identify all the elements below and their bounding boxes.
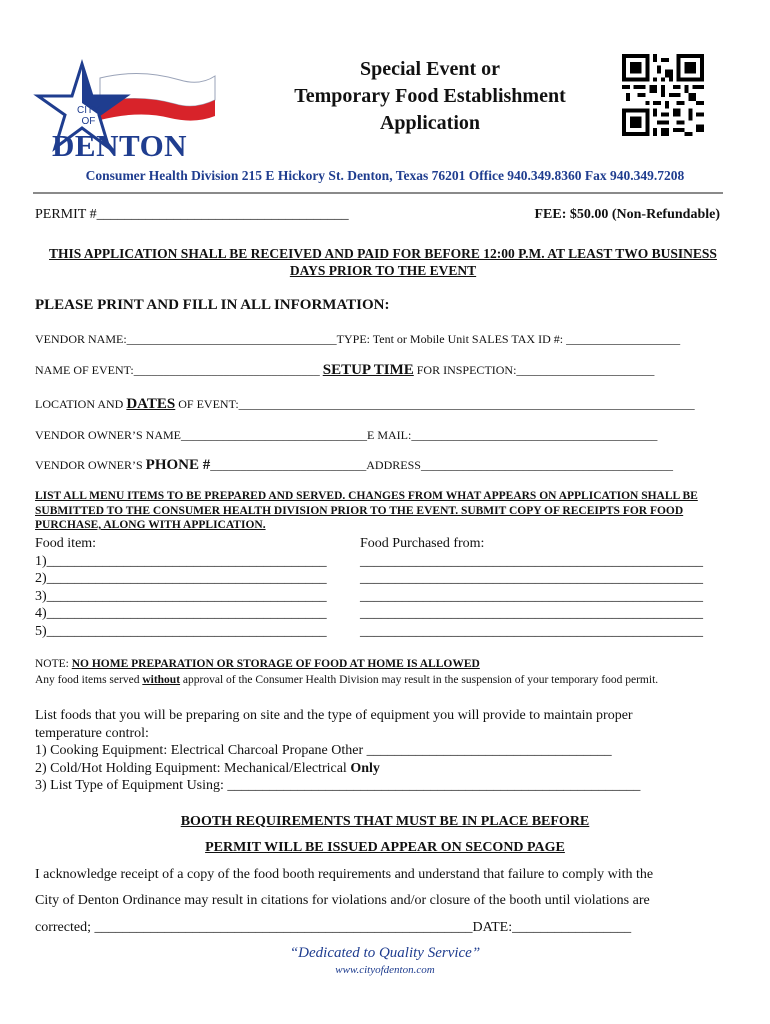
fee-label: FEE: $50.00 (Non-Refundable): [534, 207, 720, 222]
footer-motto: “Dedicated to Quality Service”: [289, 945, 481, 961]
food-purchased-line[interactable]: _________________________________________________: [360, 588, 703, 604]
contact-line: Consumer Health Division 215 E Hickory St. Denton, Texas 76201 Office 940.349.8360 Fax 940.349.7208: [85, 168, 685, 183]
location-label: LOCATION AND: [35, 397, 127, 411]
food-item-line[interactable]: 3)________________________________________: [35, 588, 327, 604]
approval-note: [35, 674, 658, 686]
title-line-1: Special Event or: [360, 58, 500, 80]
permit-number-field[interactable]: PERMIT #____________________________________: [35, 207, 349, 222]
food-item-line[interactable]: 2)________________________________________: [35, 571, 327, 586]
acknowledgement-line-2: City of Denton Ordinance may result in citations for violations and/or closure of the booth until violations are: [35, 893, 650, 908]
title-line-2: Temporary Food Establishment: [294, 85, 566, 107]
food-item-line[interactable]: 4)________________________________________: [35, 606, 327, 621]
note-prefix: NOTE:: [35, 658, 72, 670]
food-purchased-column: [360, 535, 703, 640]
signature-date-field[interactable]: corrected; ______________________________________________________DATE:_________________: [35, 920, 632, 935]
holding-only: Only: [350, 760, 380, 776]
logo-name: DENTON: [52, 128, 188, 163]
booth-requirements-line-2: PERMIT WILL BE ISSUED APPEAR ON SECOND PAGE: [205, 840, 565, 855]
home-preparation-note: [35, 658, 480, 670]
food-purchased-line[interactable]: _________________________________________________: [360, 623, 703, 639]
food-item-line[interactable]: 1)________________________________________: [35, 553, 327, 569]
food-purchased-line[interactable]: _________________________________________________: [360, 606, 703, 621]
city-of-denton-logo: [30, 58, 225, 162]
footer-url[interactable]: www.cityofdenton.com: [335, 964, 435, 976]
equipment-type-field[interactable]: 3) List Type of Equipment Using: ___________________________________________________________: [35, 778, 641, 793]
food-purchased-line[interactable]: _________________________________________________: [360, 553, 703, 569]
title-line-3: Application: [379, 112, 481, 134]
food-purchased-line[interactable]: _________________________________________________: [360, 571, 703, 586]
food-purchased-header: Food Purchased from:: [360, 536, 485, 551]
vendor-name-field[interactable]: VENDOR NAME:___________________________________TYPE: Tent or Mobile Unit SALES TAX ID #: ___________________: [35, 332, 681, 346]
owner-label: VENDOR OWNER’S: [35, 458, 146, 472]
qr-code-icon: [622, 54, 704, 136]
food-item-header: Food item:: [35, 536, 97, 551]
dates-label: DATES: [126, 396, 176, 412]
approval-note-c: approval of the Consumer Health Division may result in the suspension of your temporary food permit.: [180, 674, 659, 686]
location-dates-field[interactable]: [35, 396, 695, 413]
owner-name-email-field[interactable]: VENDOR OWNER’S NAME_______________________________E MAIL:_________________________________________: [35, 428, 658, 442]
note-bold-text: NO HOME PREPARATION OR STORAGE OF FOOD AT HOME IS ALLOWED: [71, 658, 480, 670]
equipment-section: [35, 707, 640, 795]
qr-code: [622, 54, 704, 136]
menu-items-notice: LIST ALL MENU ITEMS TO BE PREPARED AND SERVED. CHANGES FROM WHAT APPEARS ON APPLICATION SHALL BE SUBMITTED TO THE CONSUMER HEALTH DIVISION PRIOR TO THE EVENT. SUBMIT COPY OF RECEIPTS FOR FOOD PURCHASE, ALONG WITH APPLICATION.: [35, 490, 698, 531]
event-label: OF EVENT:____________________________________________________________________________: [175, 397, 695, 411]
cooking-equipment-field[interactable]: 1) Cooking Equipment: Electrical Charcoal Propane Other ___________________________________: [35, 743, 612, 758]
event-name-label: NAME OF EVENT:_______________________________: [35, 363, 323, 377]
holding-equipment-field: [35, 760, 640, 778]
approval-note-without: without: [142, 674, 181, 686]
inspection-label: FOR INSPECTION:_______________________: [413, 363, 655, 377]
instructions-heading: PLEASE PRINT AND FILL IN ALL INFORMATION:: [35, 297, 390, 313]
food-items-column: [35, 535, 327, 640]
food-item-line[interactable]: 5)________________________________________: [35, 623, 327, 639]
approval-note-a: Any food items served: [35, 674, 143, 686]
acknowledgement-line-1: I acknowledge receipt of a copy of the food booth requirements and understand that failure to comply with the: [35, 867, 654, 882]
form-title: [250, 56, 610, 137]
equipment-intro-1: List foods that you will be preparing on site and the type of equipment you will provide to maintain proper: [35, 708, 633, 723]
header-divider: [33, 192, 723, 194]
phone-label: PHONE #: [145, 457, 211, 473]
holding-label: 2) Cold/Hot Holding Equipment: Mechanical/Electrical: [35, 760, 351, 776]
address-label: __________________________ADDRESS__________________________________________: [210, 458, 673, 472]
owner-phone-address-field[interactable]: [35, 457, 673, 474]
equipment-intro-2: temperature control:: [35, 725, 149, 741]
setup-time-label: SETUP TIME: [322, 362, 414, 378]
booth-requirements-line-1: BOOTH REQUIREMENTS THAT MUST BE IN PLACE BEFORE: [180, 814, 590, 829]
logo-city-label: CITY OF: [77, 105, 100, 127]
event-name-field[interactable]: [35, 362, 654, 379]
deadline-warning: THIS APPLICATION SHALL BE RECEIVED AND PAID FOR BEFORE 12:00 P.M. AT LEAST TWO BUSINESS DAYS PRIOR TO THE EVENT: [49, 246, 717, 278]
